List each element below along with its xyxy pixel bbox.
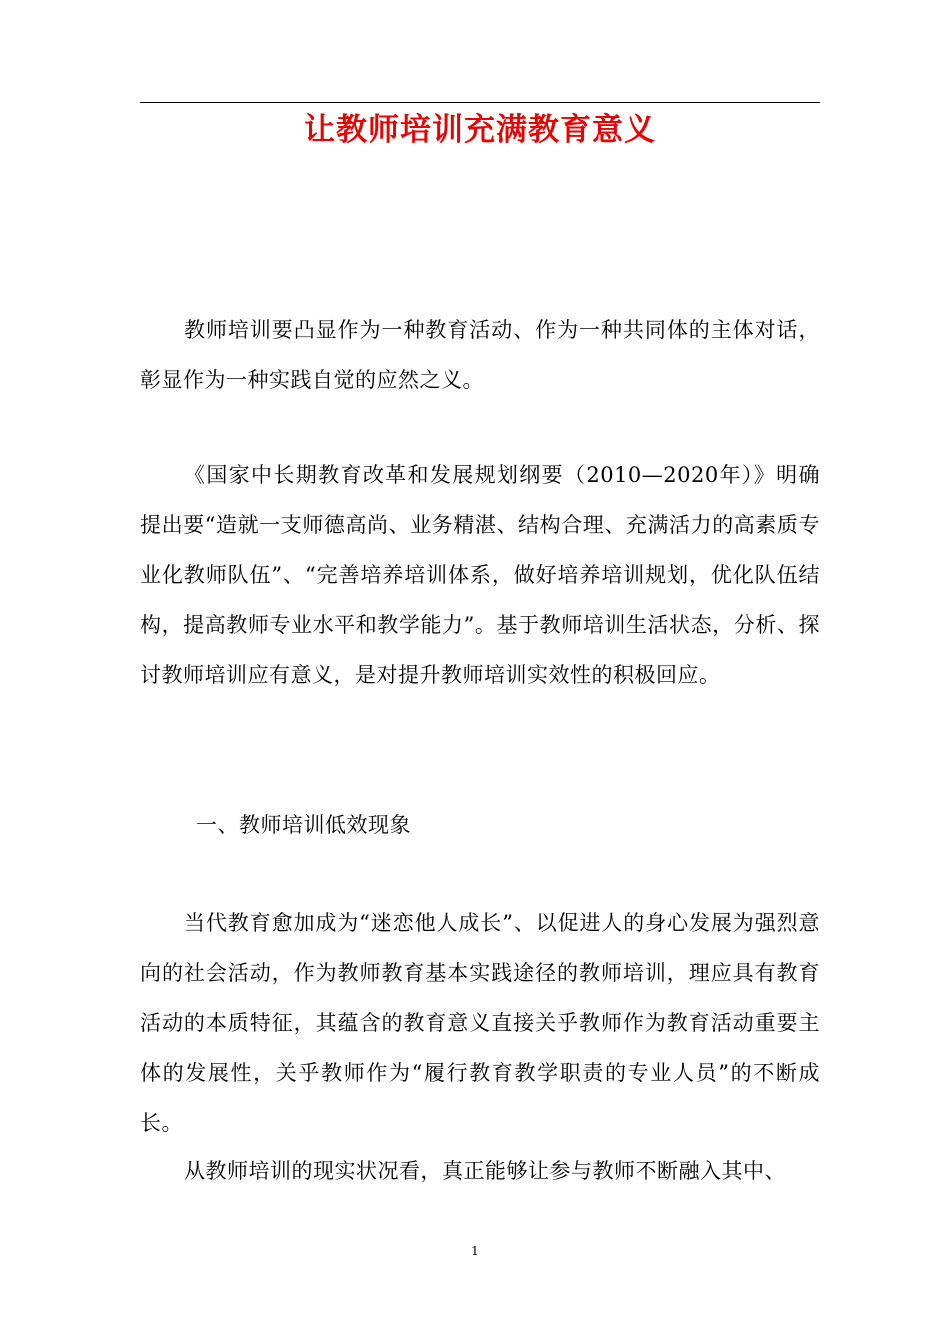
page-number: 1 (471, 1244, 479, 1258)
paragraph-continued: 从教师培训的现实状况看，真正能够让参与教师不断融入其中、 (184, 1159, 786, 1183)
header-rule (140, 102, 820, 103)
paragraph-policy: 《国家中长期教育改革和发展规划纲要（2010—2020年）》明确提出要“造就一支师德高尚、业务精湛、结构合理、充满活力的高素质专业化教师队伍”、“完善培养培训体系，做好培养培训规划，优化队伍结构，提高教师专业水平和教学能力”。基于教师培训生活状态，分析、探讨教师培训应有意义，是对提升教师培训实效性的积极回应。 (140, 463, 820, 687)
paragraph-body: 当代教育愈加成为“迷恋他人成长”、以促进人的身心发展为强烈意向的社会活动，作为教师教育基本实践途径的教师培训，理应具有教育活动的本质特征，其蕴含的教育意义直接关乎教师作为教育活动重要主体的发展性，关乎教师作为“履行教育教学职责的专业人员”的不断成长。 (140, 911, 820, 1135)
paragraph-intro: 教师培训要凸显作为一种教育活动、作为一种共同体的主体对话，彰显作为一种实践自觉的应然之义。 (140, 318, 820, 392)
section-heading: 一、教师培训低效现象 (196, 813, 411, 837)
document-title: 让教师培训充满教育意义 (304, 112, 656, 148)
